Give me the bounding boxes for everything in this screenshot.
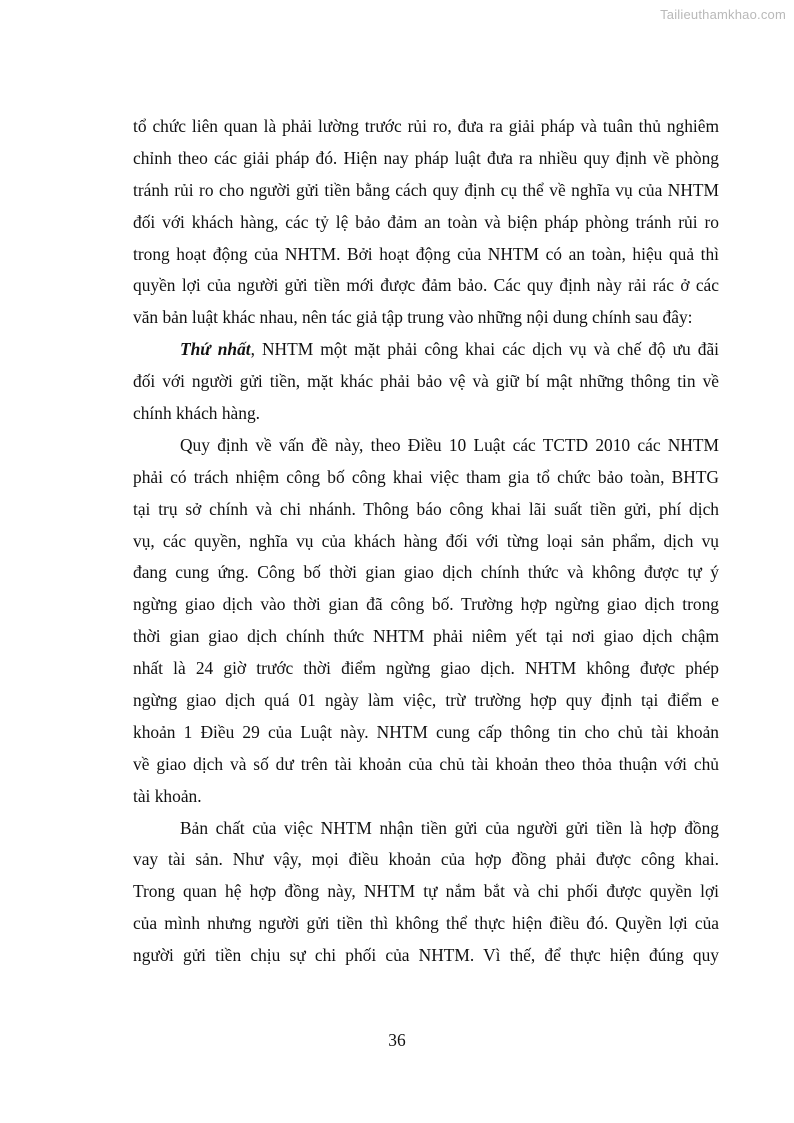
text-line: vay tài sản. Như vậy, mọi điều khoản của hợp đồng phải được công khai. (133, 849, 719, 870)
text-line: văn bản luật khác nhau, nên tác giả tập trung vào những nội dung chính sau đây: (133, 307, 693, 328)
text-line: chỉnh theo các giải pháp đó. Hiện nay pháp luật đưa ra nhiều quy định về phòng (133, 147, 719, 168)
text-line: ngừng giao dịch vào thời gian đã công bố. Trường hợp ngừng giao dịch trong (133, 594, 719, 615)
text-line: đối với người gửi tiền, mặt khác phải bảo vệ và giữ bí mật những thông tin về (133, 371, 719, 392)
text-line: của mình nhưng người gửi tiền thì không thể thực hiện điều đó. Quyền lợi của (133, 913, 719, 934)
document-body (133, 111, 719, 972)
text-line: Bản chất của việc NHTM nhận tiền gửi của người gửi tiền là hợp đồng (180, 817, 719, 838)
text-line: Trong quan hệ hợp đồng này, NHTM tự nắm bắt và chi phối được quyền lợi (133, 881, 719, 902)
text-line: người gửi tiền chịu sự chi phối của NHTM. Vì thế, để thực hiện đúng quy (133, 945, 719, 966)
text-line: tài khoản. (133, 785, 202, 806)
text-line: Quy định về vấn đề này, theo Điều 10 Luật các TCTD 2010 các NHTM (180, 434, 719, 455)
text-line: về giao dịch và số dư trên tài khoản của chủ tài khoản theo thỏa thuận với chủ (133, 753, 719, 774)
text-line: nhất là 24 giờ trước thời điểm ngừng giao dịch. NHTM không được phép (133, 658, 719, 679)
paragraph-3 (133, 430, 719, 813)
text-span: , NHTM một mặt phải công khai các dịch vụ và chế độ ưu đãi (250, 339, 720, 360)
text-line: thời gian giao dịch chính thức NHTM phải niêm yết tại nơi giao dịch chậm (133, 626, 719, 647)
paragraph-2 (133, 334, 719, 430)
emphasis-heading: Thứ nhất (180, 339, 251, 360)
text-line: phải có trách nhiệm công bố công khai việc tham gia tổ chức bảo toàn, BHTG (133, 466, 719, 487)
text-line (133, 334, 719, 366)
text-line: trong hoạt động của NHTM. Bởi hoạt động của NHTM có an toàn, hiệu quả thì (133, 243, 719, 264)
paragraph-4 (133, 813, 719, 972)
text-line: tránh rủi ro cho người gửi tiền bằng cách quy định cụ thể về nghĩa vụ của NHTM (133, 179, 719, 200)
text-line: tổ chức liên quan là phải lường trước rủi ro, đưa ra giải pháp và tuân thủ nghiêm (133, 116, 719, 136)
text-line: tại trụ sở chính và chi nhánh. Thông báo công khai lãi suất tiền gửi, phí dịch (133, 498, 719, 519)
text-line: chính khách hàng. (133, 403, 261, 424)
watermark: Tailieuthamkhao.com (660, 7, 786, 22)
text-line: quyền lợi của người gửi tiền mới được đảm bảo. Các quy định này rải rác ở các (133, 275, 719, 296)
page-number: 36 (388, 1030, 406, 1050)
text-line: khoản 1 Điều 29 của Luật này. NHTM cung cấp thông tin cho chủ tài khoản (133, 721, 719, 742)
text-line: ngừng giao dịch quá 01 ngày làm việc, trừ trường hợp quy định tại điểm e (133, 690, 719, 711)
text-line: vụ, các quyền, nghĩa vụ của khách hàng đối với từng loại sản phẩm, dịch vụ (133, 530, 719, 551)
text-line: đang cung ứng. Công bố thời gian giao dịch chính thức và không được tự ý (133, 562, 719, 583)
text-line: đối với khách hàng, các tỷ lệ bảo đảm an toàn và biện pháp phòng tránh rủi ro (133, 211, 719, 232)
paragraph-1 (133, 111, 719, 334)
